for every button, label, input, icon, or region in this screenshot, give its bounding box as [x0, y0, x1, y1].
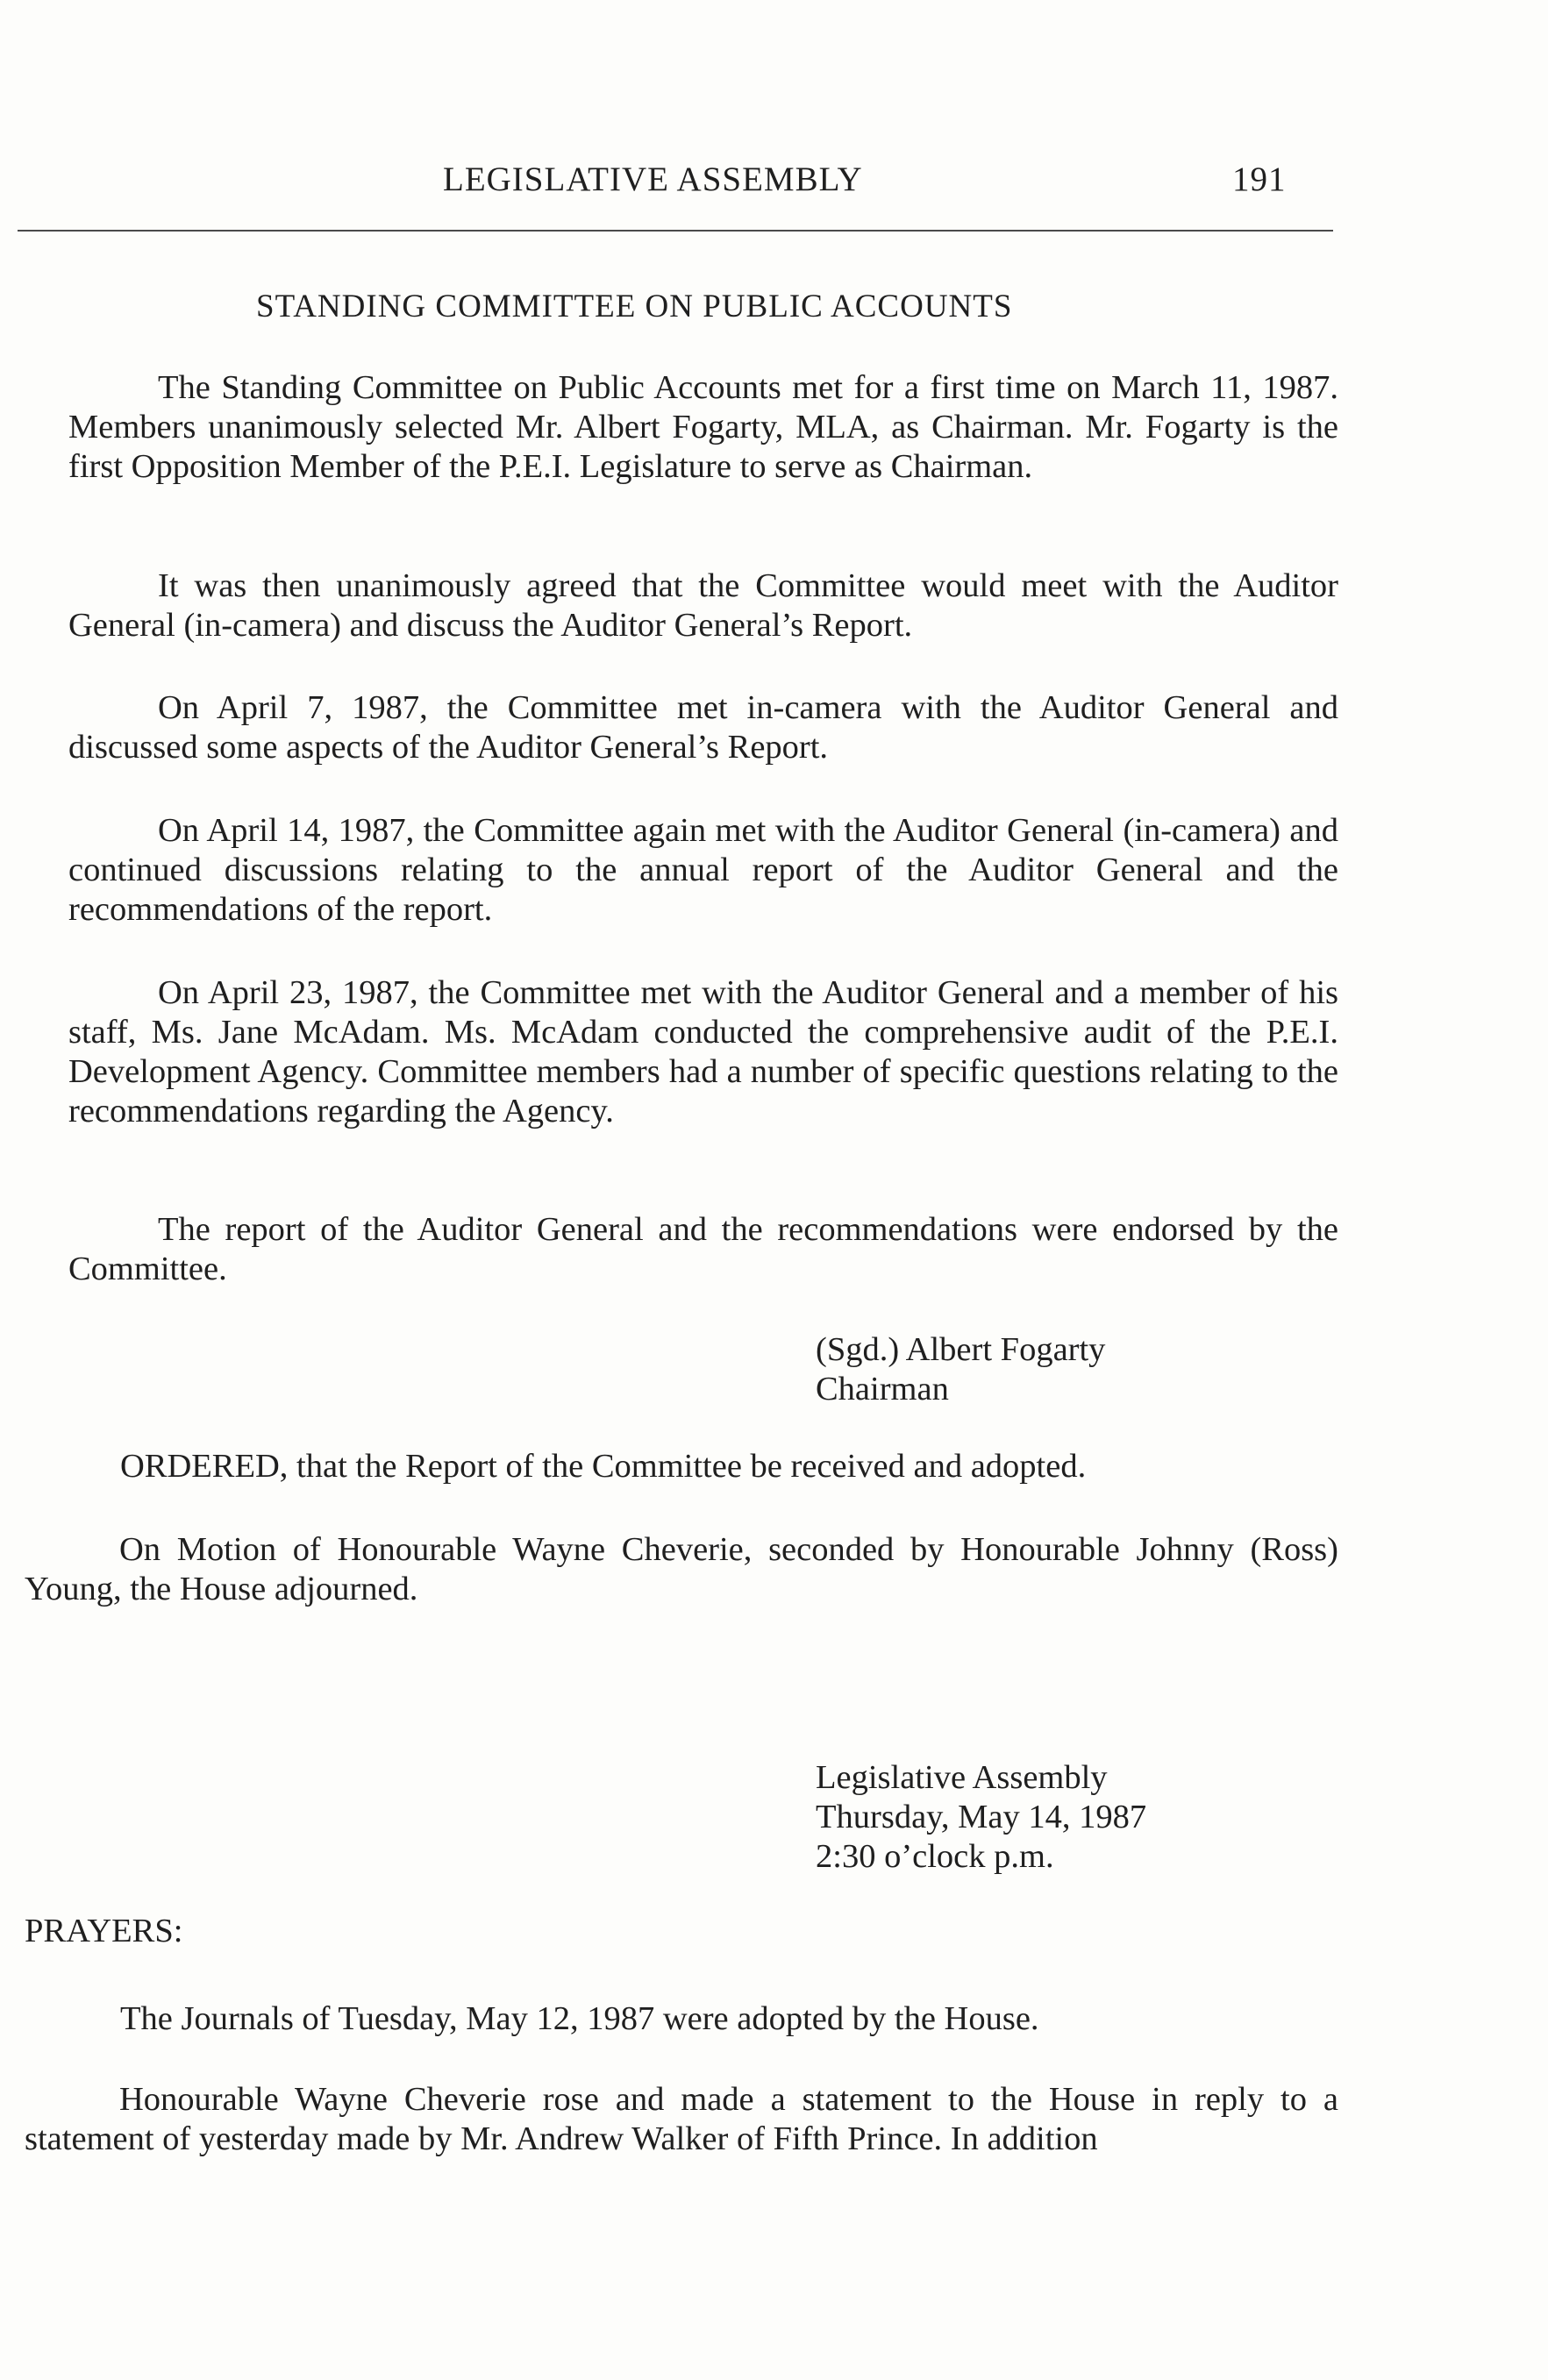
ordered-statement: ORDERED, that the Report of the Committee be received and adopted.	[120, 1448, 1087, 1485]
header-rule	[18, 230, 1333, 232]
paragraph-5: On April 23, 1987, the Committee met with the Auditor General and a member of his staff, Ms. Jane McAdam. Ms. McAdam conducted the comprehensive audit of the P.E.I. Development Agency. Committee members had a number of specific questions relating to the recommendations regarding the Agency.	[68, 974, 1338, 1129]
sitting-block	[816, 1758, 1146, 1877]
running-header	[0, 160, 1548, 203]
paragraph-4: On April 14, 1987, the Committee again met with the Auditor General (in-camera) and continued discussions relating to the annual report of the Auditor General and the recommendations of the report.	[68, 812, 1338, 928]
signature-name: (Sgd.) Albert Fogarty	[816, 1331, 1106, 1368]
paragraph-6: The report of the Auditor General and the recommendations were endorsed by the Committee.	[68, 1211, 1338, 1287]
section-title: STANDING COMMITTEE ON PUBLIC ACCOUNTS	[256, 289, 1013, 324]
sitting-time: 2:30 o’clock p.m.	[816, 1838, 1054, 1875]
paragraph-1: The Standing Committee on Public Accounts met for a first time on March 11, 1987. Members unanimously selected Mr. Albert Fogarty, MLA, as Chairman. Mr. Fogarty is the first Opposition Member of the P.E.I. Legislature to serve as Chairman.	[68, 369, 1338, 485]
header-title: LEGISLATIVE ASSEMBLY	[443, 160, 863, 198]
sitting-date: Thursday, May 14, 1987	[816, 1799, 1147, 1835]
statement-paragraph: Honourable Wayne Cheverie rose and made a statement to the House in reply to a statement of yesterday made by Mr. Andrew Walker of Fifth Prince. In addition	[25, 2081, 1338, 2157]
paragraph-3: On April 7, 1987, the Committee met in-camera with the Auditor General and discussed some aspects of the Auditor General’s Report.	[68, 689, 1338, 766]
signature-title: Chairman	[816, 1371, 949, 1407]
sitting-assembly: Legislative Assembly	[816, 1759, 1108, 1796]
journals-adopted: The Journals of Tuesday, May 12, 1987 were adopted by the House.	[120, 2000, 1039, 2037]
paragraph-2: It was then unanimously agreed that the Committee would meet with the Auditor General (in-camera) and discuss the Auditor General’s Report.	[68, 567, 1338, 644]
prayers-heading: PRAYERS:	[25, 1913, 183, 1949]
page-number: 191	[1232, 160, 1287, 198]
signature-block	[816, 1330, 1105, 1409]
adjournment-motion: On Motion of Honourable Wayne Cheverie, seconded by Honourable Johnny (Ross) Young, the House adjourned.	[25, 1531, 1338, 1607]
